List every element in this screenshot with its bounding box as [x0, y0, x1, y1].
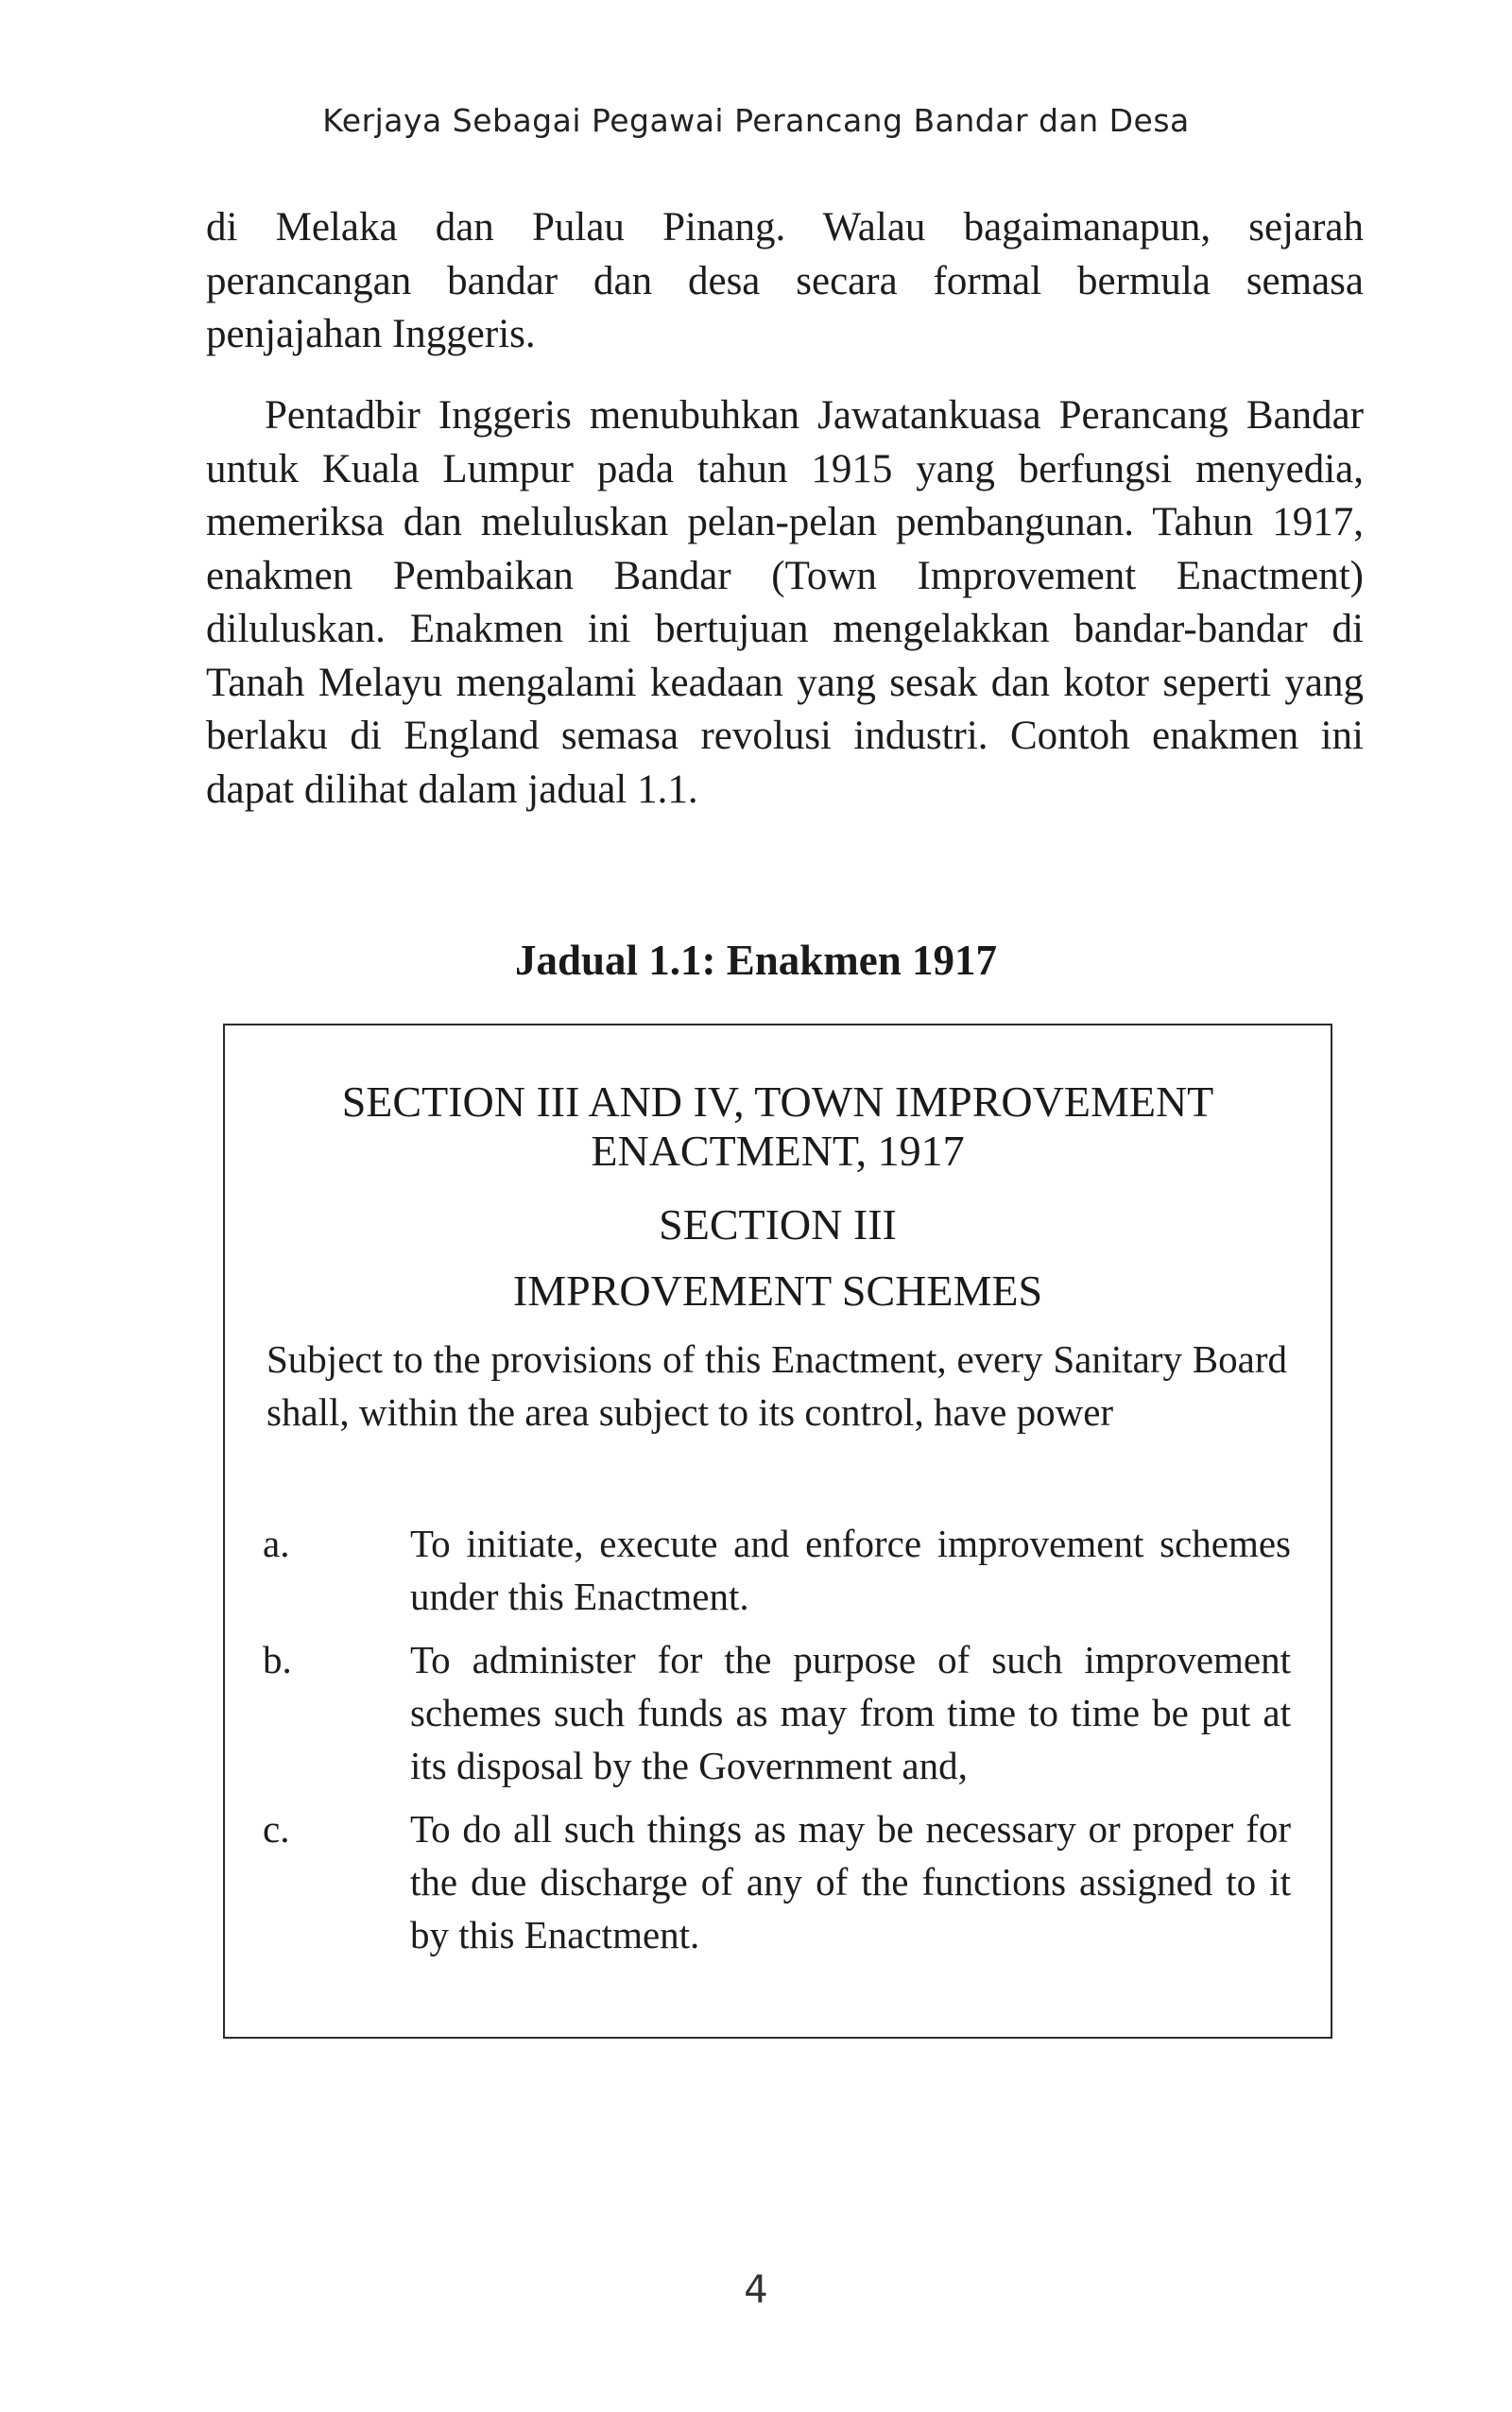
list-marker: b. [263, 1638, 292, 1681]
enactment-body: Subject to the provisions of this Enactment, every Sanitary Board shall, within the area subject to its control, have power [266, 1337, 1287, 1434]
paragraph-1: di Melaka dan Pulau Pinang. Walau bagaimanapun, sejarah perancangan bandar dan desa secara formal bermula semasa penjajahan Inggeris. [206, 205, 1364, 356]
list-item-text: To administer for the purpose of such improvement schemes such funds as may from time to time be put at its disposal by the Government and, [410, 1638, 1291, 1787]
list-item [263, 1517, 1291, 1623]
list-marker: c. [263, 1807, 290, 1851]
list-item-text: To do all such things as may be necessary or proper for the due discharge of any of the functions assigned to it by this Enactment. [410, 1807, 1291, 1956]
enactment-box [223, 1024, 1332, 2039]
enactment-heading-line-2: ENACTMENT, 1917 [591, 1127, 965, 1175]
list-marker: a. [263, 1522, 290, 1565]
paragraph-2: Pentadbir Inggeris menubuhkan Jawatankuasa Perancang Bandar untuk Kuala Lumpur pada tahun 1915 yang berfungsi menyedia, memeriksa dan meluluskan pelan-pelan pembangunan. Tahun 1917, enakmen Pembaikan Bandar (Town Improvement Enactment) diluluskan. Enakmen ini bertujuan mengelakkan bandar-bandar di Tanah Melayu mengalami keadaan yang sesak dan kotor seperti yang berlaku di England semasa revolusi industri. Contoh enakmen ini dapat dilihat dalam jadual 1.1. [206, 393, 1364, 812]
enactment-heading [225, 1077, 1331, 1176]
enactment-heading-line-1: SECTION III AND IV, TOWN IMPROVEMENT [341, 1077, 1214, 1126]
schemes-heading: IMPROVEMENT SCHEMES [512, 1266, 1043, 1315]
page-number: 4 [744, 2268, 768, 2312]
list-item-text: To initiate, execute and enforce improvement schemes under this Enactment. [410, 1522, 1291, 1618]
enactment-list [263, 1517, 1291, 1972]
list-item [263, 1802, 1291, 1961]
table-caption: Jadual 1.1: Enakmen 1917 [514, 937, 998, 984]
list-item [263, 1633, 1291, 1792]
section-heading: SECTION III [659, 1200, 897, 1249]
running-header: Kerjaya Sebagai Pegawai Perancang Bandar dan Desa [322, 102, 1190, 139]
